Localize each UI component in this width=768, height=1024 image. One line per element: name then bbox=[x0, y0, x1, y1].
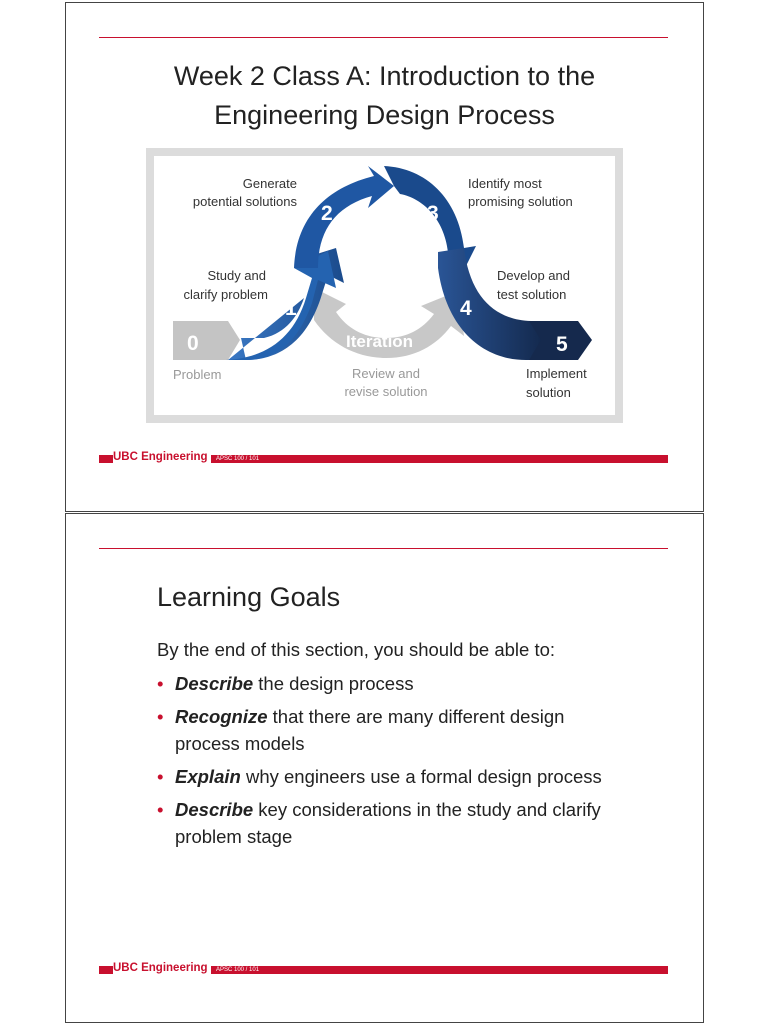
goal-text: the design process bbox=[253, 673, 414, 694]
footer-square bbox=[99, 455, 109, 463]
step-5-label-2: solution bbox=[526, 385, 571, 400]
step-2-label-1: Generate bbox=[242, 176, 297, 191]
title-line-2: Engineering Design Process bbox=[214, 100, 555, 130]
top-rule bbox=[99, 37, 668, 38]
step-4-number: 4 bbox=[460, 297, 472, 320]
title-line-1: Week 2 Class A: Introduction to the bbox=[173, 61, 596, 91]
step-1-number: 1 bbox=[285, 297, 297, 320]
ubc-engineering-logo: UBC Engineering bbox=[113, 450, 211, 464]
top-rule bbox=[99, 548, 668, 549]
goal-text: why engineers use a formal design process bbox=[240, 766, 602, 787]
bullet-icon: • bbox=[157, 799, 164, 820]
course-code: APSC 100 / 101 bbox=[216, 967, 260, 973]
step-4-label-2: test solution bbox=[497, 287, 567, 302]
goal-text: that there are many different design process models bbox=[175, 706, 565, 754]
goal-verb: Describe bbox=[175, 799, 254, 820]
slide-1 bbox=[65, 2, 704, 512]
step-1-label-1: Study and bbox=[207, 268, 266, 283]
step-0-arrow bbox=[173, 321, 240, 360]
learning-goals-intro: By the end of this section, you should be able to: bbox=[157, 639, 556, 660]
step-4-label-1: Develop and bbox=[497, 268, 570, 283]
goal-item bbox=[157, 796, 617, 850]
goal-item bbox=[157, 670, 617, 697]
goal-verb: Describe bbox=[175, 673, 254, 694]
step-0-number: 0 bbox=[187, 332, 199, 355]
bullet-icon: • bbox=[157, 766, 164, 787]
step-2-label-2: potential solutions bbox=[192, 194, 297, 209]
design-process-svg bbox=[146, 148, 623, 423]
step-3-label-1: Identify most bbox=[468, 176, 542, 191]
goal-item bbox=[157, 703, 617, 757]
learning-goals-title: Learning Goals bbox=[157, 582, 341, 612]
goal-text: key considerations in the study and clarify problem stage bbox=[175, 799, 601, 847]
ubc-engineering-logo: UBC Engineering bbox=[113, 961, 211, 975]
step-2-number: 2 bbox=[321, 202, 333, 225]
step-5-number: 5 bbox=[556, 333, 568, 356]
learning-goals-list bbox=[157, 670, 617, 856]
step-1-label-2: clarify problem bbox=[183, 287, 268, 302]
goal-verb: Explain bbox=[175, 766, 241, 787]
step-0-label: Problem bbox=[173, 367, 222, 382]
step-3-number: 3 bbox=[427, 202, 439, 225]
slide-footer bbox=[99, 453, 668, 463]
step-4-arrow bbox=[438, 248, 541, 360]
goal-item bbox=[157, 763, 617, 790]
design-process-diagram bbox=[146, 148, 623, 423]
slide-title bbox=[66, 57, 703, 135]
iteration-caption-2: revise solution bbox=[344, 384, 428, 399]
iteration-caption-1: Review and bbox=[352, 366, 420, 381]
iteration-label: Iteration bbox=[346, 332, 414, 351]
footer-square bbox=[99, 966, 109, 974]
slide-2 bbox=[65, 513, 704, 1023]
bullet-icon: • bbox=[157, 673, 164, 694]
slide-footer bbox=[99, 964, 668, 974]
step-3-label-2: promising solution bbox=[468, 194, 573, 209]
course-code: APSC 100 / 101 bbox=[216, 456, 260, 462]
step-2-arrow bbox=[294, 166, 394, 268]
step-5-label-1: Implement bbox=[526, 366, 587, 381]
goal-verb: Recognize bbox=[175, 706, 268, 727]
bullet-icon: • bbox=[157, 706, 164, 727]
